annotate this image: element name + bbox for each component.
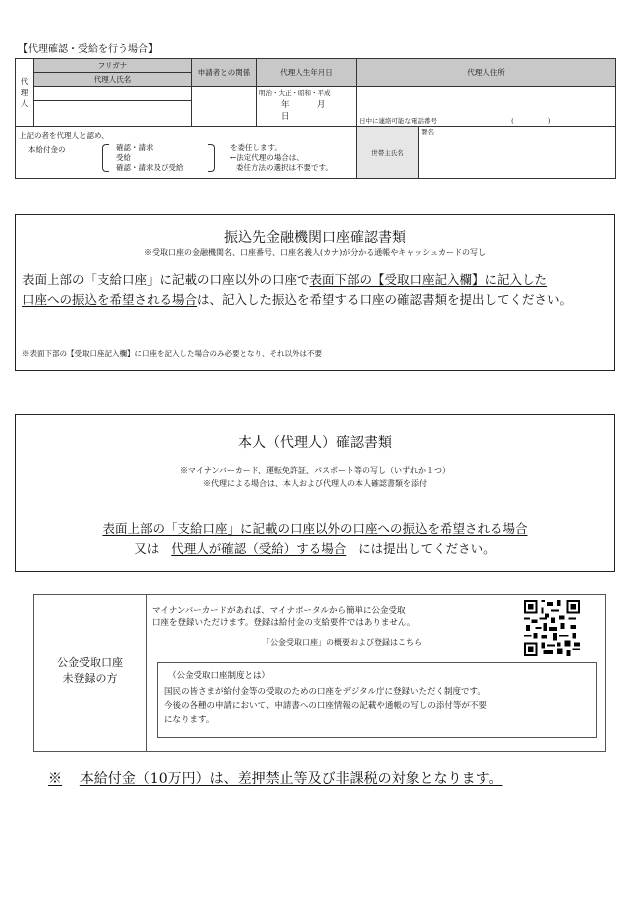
era-options: 明治・大正・昭和・平成 [259,89,331,97]
identity-doc-title: 本人（代理人）確認書類 [238,435,392,451]
account-doc-note: ※表面下部の【受取口座記入欄】に口座を記入した場合のみ必要となり、それ以外は不要 [22,349,322,358]
delegate-text: を委任します。 [230,143,282,152]
identity-doc-note2: ※代理による場合は、本人および代理人の本人確認書類を添付 [203,479,427,488]
account-doc-body-p2: は、記入した振込を希望する口座の確認書類を提出してください。 [197,292,573,307]
qr-code-icon[interactable] [524,600,580,656]
footer-statement [48,768,503,788]
identity-doc-cond2: 又は 代理人が確認（受給）する場合 には提出してください。 [134,541,496,556]
public-account-label1: 公金受取口座 [57,656,123,669]
public-account-system-box [157,662,597,738]
proxy-name-field[interactable] [34,101,192,127]
day-unit: 日 [281,112,290,122]
identity-doc-note1: ※マイナンバーカード、運転免許証、パスポート等の写し（いずれか１つ） [180,466,450,475]
relation-header: 申請者との関係 [192,59,257,87]
public-account-text2: 口座を登録いただけます。登録は給付金の支給要件ではありません。 [152,618,416,628]
account-doc-body-u2: 口座への振込を希望される場合 [22,292,198,307]
furigana-header: フリガナ [34,59,192,73]
left-brace [102,144,109,172]
daytime-phone-label: 日中に連絡可能な電話番号 [359,117,437,125]
householder-label: 世帯主氏名 [357,127,419,179]
account-doc-body-u1: 表面下部の【受取口座記入欄】に記入した [309,272,548,287]
right-brace [208,144,215,172]
public-account-section [33,594,606,752]
identity-doc-cond1: 表面上部の「支給口座」に記載の口座以外の口座への振込を希望される場合 [102,521,528,536]
footer-text: 本給付金（10万円）は、差押禁止等及び非課税の対象となります。 [79,771,503,787]
footer-mark: ※ [48,771,62,787]
authorization-cell [16,127,357,179]
proxy-table [15,58,616,179]
account-doc-title: 振込先金融機関口座確認書類 [224,230,406,246]
account-doc-subtitle: ※受取口座の金融機関名、口座番号、口座名義人(カナ)が分かる通帳やキャッシュカードの写し [143,248,487,257]
address-field[interactable]: 日中に連絡可能な電話番号 ( ) [357,87,616,127]
account-doc-box [15,214,615,371]
legal-proxy-note2: 委任方法の選択は不要です。 [236,163,333,172]
system-title: （公金受取口座制度とは） [168,671,271,681]
public-account-link[interactable]: 「公金受取口座」の概要および登録はこちら [262,638,422,647]
authorization-subject: 本給付金の [28,145,66,154]
system-text3: になります。 [164,715,215,725]
account-doc-body-p1: 表面上部の「支給口座」に記載の口座以外の口座で [22,272,310,287]
name-header: 代理人氏名 [34,73,192,87]
address-header: 代理人住所 [357,59,616,87]
account-doc-body [22,270,608,310]
proxy-confirm-underline: 代理人が確認（受給）する場合 [171,541,347,556]
legal-proxy-note1: ←法定代理の場合は、 [230,153,304,162]
system-text1: 国民の皆さまが給付金等の受取のための口座をデジタル庁に登録いただく制度です。 [164,687,486,697]
identity-doc-box [15,414,615,572]
birthdate-header: 代理人生年月日 [257,59,357,87]
option-receive[interactable]: 受給 [116,153,131,162]
proxy-section-title: 【代理確認・受給を行う場合】 [18,44,158,55]
relation-field[interactable] [192,87,257,127]
public-account-text1: マイナンバーカードがあれば、マイナポータルから簡単に公金受取 [152,606,406,616]
signature-field[interactable] [419,127,616,179]
furigana-field[interactable] [34,87,192,101]
system-text2: 今後の各種の申請において、申請書への口座情報の記載や通帳の写しの添付等が不要 [164,701,487,711]
signature-label: 署名 [421,128,434,136]
proxy-vertical-label: 代 理 人 [16,59,34,127]
authorization-line1: 上記の者を代理人と認め、 [19,131,109,140]
public-account-label2: 未登録の方 [62,672,118,685]
month-unit: 月 [316,100,326,110]
year-unit: 年 [281,100,290,110]
birthdate-field[interactable] [257,87,357,127]
public-account-label-cell [34,595,147,751]
option-confirm-claim[interactable]: 確認・請求 [116,143,154,152]
option-confirm-claim-receive[interactable]: 確認・請求及び受給 [116,163,184,172]
